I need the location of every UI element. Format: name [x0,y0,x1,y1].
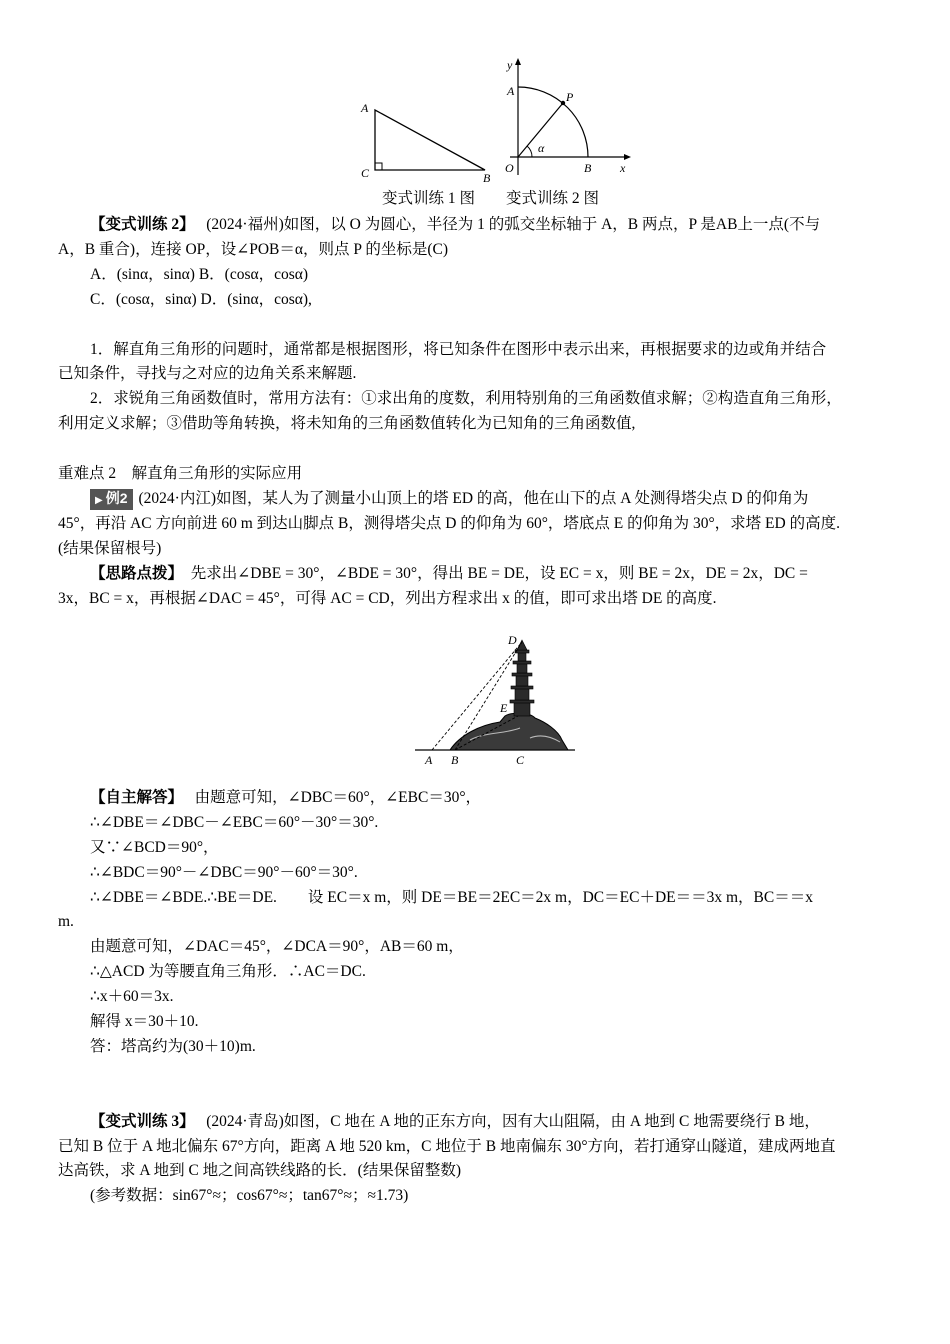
angle-alpha-arc [527,146,532,157]
variant3-line3: 达高铁，求 A 地到 C 地之间高铁线路的长．(结果保留整数) [58,1162,462,1179]
solution-line10: 答：塔高约为(30＋10)m. [90,1038,256,1055]
summary-p2-line2: 利用定义求解；③借助等角转换，将未知角的三角函数值转化为已知角的三角函数值, [58,415,636,432]
summary-p1-line2: 已知条件，寻找与之对应的边角关系来解题. [58,365,357,382]
variant3-title: 【变式训练 3】 [90,1113,195,1130]
right-angle-mark [375,163,382,170]
label-c: C [361,166,370,180]
variant3-line1 [90,1112,820,1132]
section2-heading: 重难点 2 解直角三角形的实际应用 [58,465,303,482]
label-y: y [507,58,513,72]
summary-p2-line1: 2．求锐角三角函数值时，常用方法有：①求出角的度数，利用特别角的三角函数值求解；②构造直角三角形， [90,390,842,407]
solution-line5: ∴∠DBE＝∠BDE.∴BE＝DE. 设 EC＝x m，则 DE＝BE＝2EC＝2x m，DC＝EC＋DE＝＝3x m，BC＝＝x [90,889,813,906]
example2-line3: (结果保留根号) [58,540,162,557]
solution-line1 [90,788,481,808]
solution-line2: ∴∠DBE＝∠DBC－∠EBC＝60°－30°＝30°. [90,814,379,831]
hint-text1: 先求出∠DBE = 30°，∠BDE = 30°，得出 BE = DE，设 EC = x，则 BE = 2x，DE = 2x，DC = [190,565,808,582]
solution-line3: 又∵∠BCD＝90°， [90,839,219,856]
variant2-line1 [90,215,820,235]
variant2-options-ab [90,265,308,285]
quarter-arc [518,87,588,157]
label-b: B [584,161,592,175]
solution-line7: ∴△ACD 为等腰直角三角形．∴AC＝DC. [90,963,366,980]
example2-text1: (2024·内江)如图，某人为了测量小山顶上的塔 ED 的高，他在山下的点 A 处测得塔尖点 D 的仰角为 [138,490,809,507]
label-b: B [483,171,491,185]
label-a: A [425,753,433,767]
solution-title: 【自主解答】 [90,789,184,806]
label-o: O [505,161,514,175]
solution-line4: ∴∠BDC＝90°－∠DBC＝90°－60°＝30°. [90,864,358,881]
summary-p1-line1: 1．解直角三角形的问题时，通常都是根据图形，将已知条件在图形中表示出来，再根据要求的边或角并结合 [90,341,827,358]
example2-line1 [90,489,808,510]
option-b: B．(cosα，cosα) [198,266,309,283]
triangle-shape [375,110,485,170]
solution-line8: ∴x＋60＝3x. [90,988,174,1005]
caption-fig1: 变式训练 1 图 [382,190,476,207]
hint-line1 [90,564,808,584]
solution-line5b: m. [58,913,74,930]
solution-text1: 由题意可知，∠DBC＝60°，∠EBC＝30°， [194,789,482,806]
variant2-line2: A，B 重合)，连接 OP，设∠POB＝α，则点 P 的坐标是(C) [58,241,448,258]
variant2-text1: (2024·福州)如图，以 O 为圆心，半径为 1 的弧交坐标轴于 A，B 两点，P 是AB上一点(不与 [206,216,821,233]
variant2-title: 【变式训练 2】 [90,216,195,233]
label-e: E [500,701,508,715]
label-x: x [620,161,626,175]
option-c: C．(cosα，sinα) [90,291,197,308]
figure-variant1-triangle [355,100,495,185]
variant3-text1: (2024·青岛)如图，C 地在 A 地的正东方向，因有大山阻隔，由 A 地到 C 地需要绕行 B 地， [206,1113,820,1130]
label-p: P [566,90,574,104]
solution-line6: 由题意可知，∠DAC＝45°，∠DCA＝90°，AB＝60 m， [90,938,464,955]
example2-tag: ▶ 例2 [90,489,133,510]
play-icon: ▶ [95,495,103,506]
variant2-options-cd [90,290,312,310]
label-c: C [516,753,525,767]
solution-line9: 解得 x＝30＋10. [90,1013,199,1030]
caption-fig2: 变式训练 2 图 [506,190,600,207]
point-p [561,101,565,105]
label-b: B [451,753,459,767]
example2-line2: 45°，再沿 AC 方向前进 60 m 到达山脚点 B，测得塔尖点 D 的仰角为 60°，塔底点 E 的仰角为 30°，求塔 ED 的高度. [58,515,840,532]
option-d: D．(sinα，cosα), [200,291,312,308]
figure-example2-tower [410,630,580,770]
label-a: A [507,84,515,98]
label-alpha: α [538,141,545,155]
x-axis-arrow [624,154,631,160]
label-a: A [361,101,369,115]
label-d: D [508,633,517,647]
option-a: A．(sinα，sinα) [90,266,195,283]
variant3-line2: 已知 B 位于 A 地北偏东 67°方向，距离 A 地 520 km，C 地位于 B 地南偏东 30°方向，若打通穿山隧道，建成两地直 [58,1138,836,1155]
variant3-line4: (参考数据：sin67°≈；cos67°≈；tan67°≈；≈1.73) [90,1187,409,1204]
y-axis-arrow [515,58,521,65]
hint-line2: 3x，BC = x，再根据∠DAC = 45°，可得 AC = CD，列出方程求出 x 的值，即可求出塔 DE 的高度. [58,590,717,607]
hill-shape [450,713,568,750]
figure-variant2-arc [500,55,635,185]
hint-title: 【思路点拨】 [90,565,184,582]
